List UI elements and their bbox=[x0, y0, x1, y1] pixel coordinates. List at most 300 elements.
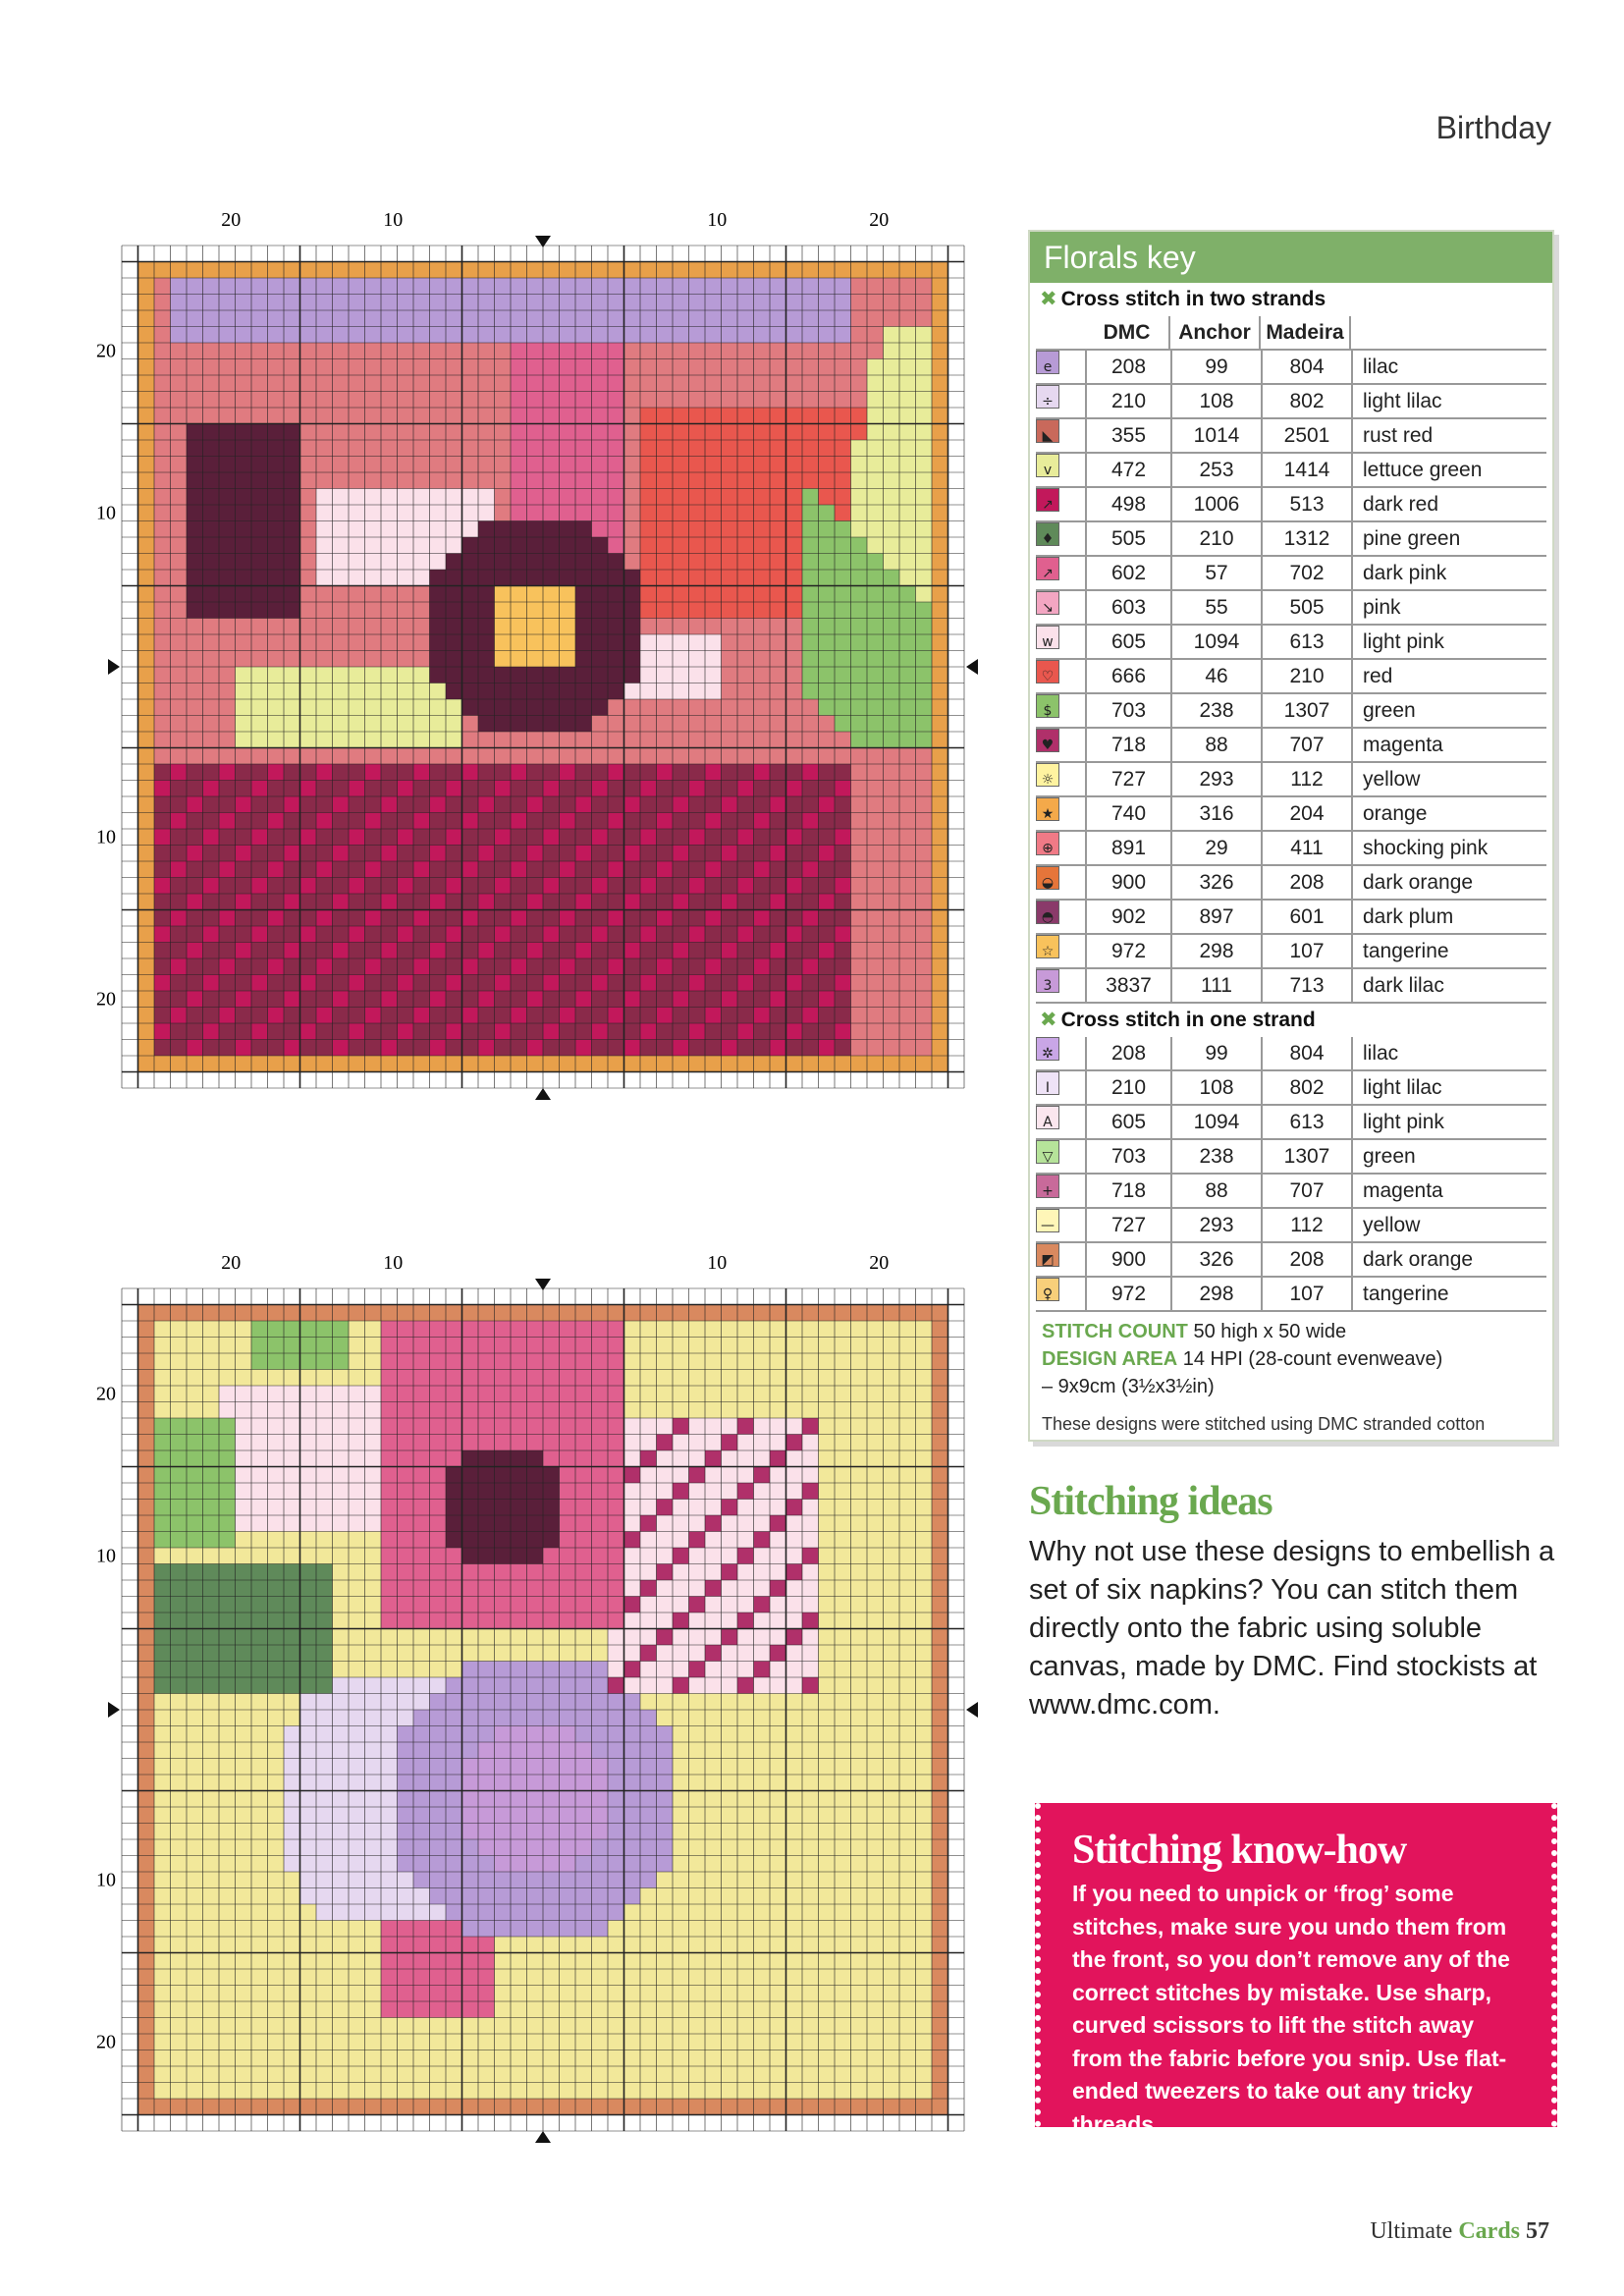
stitch-cell bbox=[575, 651, 592, 668]
stitch-cell bbox=[300, 1564, 317, 1581]
stitch-cell bbox=[737, 1710, 754, 1726]
stitch-cell bbox=[203, 1515, 220, 1532]
stitch-cell bbox=[737, 1435, 754, 1451]
stitch-cell bbox=[673, 1056, 689, 1072]
stitch-cell bbox=[786, 359, 803, 376]
stitch-cell bbox=[413, 2034, 430, 2050]
stitch-cell bbox=[300, 732, 317, 748]
stitch-cell bbox=[640, 1467, 657, 1484]
stitch-cell bbox=[560, 1986, 576, 2002]
stitch-cell bbox=[737, 1483, 754, 1500]
stitch-cell bbox=[171, 991, 188, 1008]
stitch-cell bbox=[381, 1023, 398, 1040]
stitch-cell bbox=[657, 781, 674, 797]
stitch-cell bbox=[899, 1483, 916, 1500]
stitch-cell bbox=[592, 796, 609, 813]
stitch-cell bbox=[575, 1450, 592, 1467]
stitch-cell bbox=[527, 392, 544, 409]
stitch-cell bbox=[511, 1677, 527, 1694]
stitch-cell bbox=[932, 910, 948, 927]
stitch-cell bbox=[138, 440, 155, 457]
stitch-cell bbox=[462, 1710, 479, 1726]
stitch-cell bbox=[899, 1969, 916, 1986]
stitch-cell bbox=[462, 861, 479, 878]
stitch-cell bbox=[899, 1645, 916, 1662]
stitch-cell bbox=[819, 440, 836, 457]
stitch-cell bbox=[365, 1008, 382, 1024]
stitch-cell bbox=[316, 796, 333, 813]
stitch-cell bbox=[187, 1321, 203, 1338]
stitch-cell bbox=[251, 1040, 268, 1057]
stitch-cell bbox=[316, 1402, 333, 1419]
stitch-cell bbox=[819, 2034, 836, 2050]
stitch-cell bbox=[300, 651, 317, 668]
stitch-cell bbox=[236, 489, 252, 506]
stitch-cell bbox=[300, 1677, 317, 1694]
stitch-cell bbox=[689, 1548, 706, 1564]
stitch-cell bbox=[754, 1056, 771, 1072]
stitch-cell bbox=[737, 1856, 754, 1873]
stitch-cell bbox=[737, 1872, 754, 1888]
stitch-cell bbox=[446, 1824, 462, 1840]
stitch-cell bbox=[657, 1056, 674, 1072]
stitch-cell bbox=[640, 1435, 657, 1451]
stitch-cell bbox=[705, 1677, 722, 1694]
stitch-cell bbox=[203, 1742, 220, 1759]
stitch-cell bbox=[624, 521, 641, 538]
stitch-cell bbox=[786, 343, 803, 359]
stitch-cell bbox=[430, 878, 447, 895]
stitch-cell bbox=[187, 375, 203, 392]
stitch-cell bbox=[802, 716, 819, 733]
stitch-cell bbox=[511, 1969, 527, 1986]
stitch-cell bbox=[851, 554, 868, 571]
stitch-cell bbox=[284, 489, 300, 506]
stitch-cell bbox=[413, 1807, 430, 1824]
stitch-cell bbox=[511, 554, 527, 571]
stitch-cell bbox=[560, 457, 576, 473]
stitch-cell bbox=[462, 1986, 479, 2002]
stitch-cell bbox=[689, 537, 706, 554]
stitch-cell bbox=[867, 457, 884, 473]
stitch-cell bbox=[316, 1353, 333, 1370]
stitch-cell bbox=[138, 781, 155, 797]
stitch-cell bbox=[575, 1613, 592, 1629]
stitch-cell bbox=[527, 1694, 544, 1711]
stitch-cell bbox=[349, 392, 365, 409]
stitch-cell bbox=[446, 1904, 462, 1921]
stitch-cell bbox=[608, 1008, 624, 1024]
stitch-cell bbox=[333, 1726, 350, 1743]
stitch-cell bbox=[884, 1450, 900, 1467]
stitch-cell bbox=[770, 1791, 786, 1808]
stitch-cell bbox=[511, 457, 527, 473]
stitch-cell bbox=[835, 943, 851, 959]
stitch-cell bbox=[154, 1532, 171, 1549]
stitch-cell bbox=[236, 310, 252, 327]
stitch-cell bbox=[640, 975, 657, 992]
stitch-cell bbox=[381, 1370, 398, 1387]
stitch-cell bbox=[899, 1904, 916, 1921]
stitch-cell bbox=[754, 1386, 771, 1402]
stitch-cell bbox=[624, 683, 641, 700]
stitch-cell bbox=[478, 1677, 495, 1694]
stitch-cell bbox=[413, 521, 430, 538]
stitch-cell bbox=[722, 1742, 738, 1759]
stitch-cell bbox=[527, 1662, 544, 1678]
stitch-cell bbox=[365, 262, 382, 279]
stitch-cell bbox=[608, 1775, 624, 1791]
stitch-cell bbox=[446, 1986, 462, 2002]
stitch-cell bbox=[592, 472, 609, 489]
stitch-cell bbox=[171, 1040, 188, 1057]
stitch-cell bbox=[398, 1500, 414, 1516]
stitch-cell bbox=[770, 991, 786, 1008]
stitch-cell bbox=[219, 943, 236, 959]
stitch-cell bbox=[495, 1904, 512, 1921]
stitch-cell bbox=[543, 2018, 560, 2035]
stitch-cell bbox=[608, 1953, 624, 1970]
stitch-cell bbox=[754, 472, 771, 489]
stitch-cell bbox=[737, 2050, 754, 2067]
stitch-cell bbox=[349, 1839, 365, 1856]
stitch-cell bbox=[640, 1008, 657, 1024]
stitch-cell bbox=[673, 1597, 689, 1613]
stitch-cell bbox=[624, 1759, 641, 1776]
stitch-cell bbox=[511, 343, 527, 359]
stitch-cell bbox=[899, 1023, 916, 1040]
stitch-cell bbox=[640, 1305, 657, 1322]
stitch-cell bbox=[592, 683, 609, 700]
stitch-cell bbox=[543, 634, 560, 651]
stitch-cell bbox=[835, 1500, 851, 1516]
stitch-cell bbox=[236, 1548, 252, 1564]
stitch-cell bbox=[365, 359, 382, 376]
stitch-cell bbox=[446, 440, 462, 457]
stitch-cell bbox=[333, 1597, 350, 1613]
stitch-cell bbox=[899, 359, 916, 376]
stitch-cell bbox=[592, 457, 609, 473]
stitch-cell bbox=[203, 2018, 220, 2035]
stitch-cell bbox=[802, 278, 819, 295]
stitch-cell bbox=[300, 1791, 317, 1808]
stitch-cell bbox=[737, 1515, 754, 1532]
stitch-cell bbox=[251, 1888, 268, 1905]
stitch-cell bbox=[300, 1921, 317, 1938]
stitch-cell bbox=[899, 1321, 916, 1338]
stitch-cell bbox=[673, 1969, 689, 1986]
stitch-cell bbox=[608, 472, 624, 489]
stitch-cell bbox=[705, 2001, 722, 2018]
stitch-cell bbox=[462, 1580, 479, 1597]
stitch-cell bbox=[884, 570, 900, 586]
axis-label: 10 bbox=[96, 502, 116, 524]
stitch-cell bbox=[786, 894, 803, 910]
stitch-cell bbox=[430, 2034, 447, 2050]
stitch-cell bbox=[349, 667, 365, 683]
stitch-cell bbox=[381, 586, 398, 603]
stitch-cell bbox=[381, 1515, 398, 1532]
stitch-cell bbox=[171, 489, 188, 506]
stitch-cell bbox=[171, 748, 188, 765]
stitch-cell bbox=[802, 327, 819, 344]
stitch-cell bbox=[495, 1872, 512, 1888]
stitch-cell bbox=[300, 375, 317, 392]
stitch-cell bbox=[365, 1450, 382, 1467]
stitch-cell bbox=[284, 943, 300, 959]
stitch-cell bbox=[478, 1629, 495, 1646]
stitch-cell bbox=[446, 829, 462, 846]
stitch-cell bbox=[851, 1532, 868, 1549]
stitch-cell bbox=[867, 1629, 884, 1646]
stitch-cell bbox=[657, 424, 674, 441]
stitch-cell bbox=[543, 926, 560, 943]
stitch-cell bbox=[219, 634, 236, 651]
stitch-cell bbox=[851, 262, 868, 279]
stitch-cell bbox=[624, 1791, 641, 1808]
stitch-cell bbox=[722, 1613, 738, 1629]
stitch-cell bbox=[203, 634, 220, 651]
stitch-cell bbox=[495, 1775, 512, 1791]
stitch-cell bbox=[527, 472, 544, 489]
stitch-cell bbox=[624, 2001, 641, 2018]
stitch-cell bbox=[511, 440, 527, 457]
stitch-cell bbox=[333, 1888, 350, 1905]
stitch-cell bbox=[754, 1500, 771, 1516]
stitch-cell bbox=[884, 1305, 900, 1322]
stitch-cell bbox=[575, 1807, 592, 1824]
stitch-cell bbox=[770, 457, 786, 473]
stitch-cell bbox=[560, 1040, 576, 1057]
stitch-cell bbox=[851, 375, 868, 392]
stitch-cell bbox=[268, 1807, 285, 1824]
stitch-cell bbox=[138, 1969, 155, 1986]
stitch-cell bbox=[560, 667, 576, 683]
stitch-cell bbox=[689, 1321, 706, 1338]
stitch-cell bbox=[511, 619, 527, 635]
stitch-cell bbox=[705, 295, 722, 311]
stitch-cell bbox=[722, 424, 738, 441]
stitch-cell bbox=[786, 1904, 803, 1921]
stitch-cell bbox=[673, 1040, 689, 1057]
stitch-cell bbox=[478, 1694, 495, 1711]
stitch-cell bbox=[495, 327, 512, 344]
stitch-cell bbox=[219, 861, 236, 878]
stitch-cell bbox=[786, 1386, 803, 1402]
stitch-cell bbox=[300, 440, 317, 457]
stitch-cell bbox=[203, 699, 220, 716]
stitch-cell bbox=[251, 1759, 268, 1776]
stitch-cell bbox=[430, 457, 447, 473]
stitch-cell bbox=[560, 2001, 576, 2018]
stitch-cell bbox=[365, 1986, 382, 2002]
stitch-cell bbox=[413, 1613, 430, 1629]
stitch-cell bbox=[705, 521, 722, 538]
stitch-cell bbox=[495, 1008, 512, 1024]
stitch-cell bbox=[219, 1338, 236, 1354]
stitch-cell bbox=[932, 1694, 948, 1711]
stitch-cell bbox=[770, 1564, 786, 1581]
stitch-cell bbox=[657, 1662, 674, 1678]
stitch-cell bbox=[884, 1694, 900, 1711]
stitch-cell bbox=[511, 1548, 527, 1564]
stitch-cell bbox=[802, 1969, 819, 1986]
stitch-cell bbox=[187, 1775, 203, 1791]
stitch-cell bbox=[219, 2018, 236, 2035]
stitch-cell bbox=[754, 716, 771, 733]
stitch-cell bbox=[932, 1742, 948, 1759]
stitch-cell bbox=[705, 846, 722, 862]
stitch-cell bbox=[543, 651, 560, 668]
stitch-cell bbox=[203, 1662, 220, 1678]
stitch-cell bbox=[187, 943, 203, 959]
stitch-cell bbox=[365, 1305, 382, 1322]
stitch-cell bbox=[527, 1321, 544, 1338]
stitch-cell bbox=[171, 602, 188, 619]
stitch-cell bbox=[916, 1467, 933, 1484]
stitch-cell bbox=[867, 1418, 884, 1435]
stitch-cell bbox=[381, 1629, 398, 1646]
stitch-cell bbox=[819, 1921, 836, 1938]
stitch-cell bbox=[236, 829, 252, 846]
stitch-cell bbox=[300, 586, 317, 603]
stitch-cell bbox=[819, 1435, 836, 1451]
stitch-cell bbox=[819, 878, 836, 895]
stitch-cell bbox=[560, 472, 576, 489]
stitch-cell bbox=[802, 1856, 819, 1873]
stitch-cell bbox=[802, 1370, 819, 1387]
stitch-cell bbox=[884, 359, 900, 376]
stitch-cell bbox=[284, 472, 300, 489]
stitch-cell bbox=[819, 1726, 836, 1743]
stitch-cell bbox=[268, 732, 285, 748]
stitch-cell bbox=[884, 829, 900, 846]
stitch-cell bbox=[624, 796, 641, 813]
stitch-cell bbox=[657, 878, 674, 895]
stitch-cell bbox=[575, 262, 592, 279]
stitch-cell bbox=[867, 878, 884, 895]
stitch-cell bbox=[722, 1921, 738, 1938]
stitch-cell bbox=[511, 375, 527, 392]
stitch-cell bbox=[413, 375, 430, 392]
stitch-cell bbox=[673, 1402, 689, 1419]
stitch-cell bbox=[236, 602, 252, 619]
stitch-cell bbox=[495, 457, 512, 473]
stitch-cell bbox=[462, 2018, 479, 2035]
stitch-cell bbox=[316, 813, 333, 830]
stitch-cell bbox=[851, 1338, 868, 1354]
stitch-cell bbox=[884, 1338, 900, 1354]
stitch-cell bbox=[835, 861, 851, 878]
stitch-cell bbox=[786, 1986, 803, 2002]
stitch-cell bbox=[187, 1515, 203, 1532]
stitch-cell bbox=[705, 1824, 722, 1840]
stitch-cell bbox=[154, 310, 171, 327]
stitch-cell bbox=[219, 262, 236, 279]
stitch-cell bbox=[916, 1807, 933, 1824]
stitch-cell bbox=[673, 991, 689, 1008]
stitch-cell bbox=[154, 1418, 171, 1435]
centre-arrow-bottom bbox=[535, 1088, 551, 1100]
stitch-cell bbox=[349, 1888, 365, 1905]
stitch-cell bbox=[527, 781, 544, 797]
stitch-cell bbox=[349, 1338, 365, 1354]
stitch-cell bbox=[219, 1370, 236, 1387]
stitch-cell bbox=[300, 537, 317, 554]
stitch-cell bbox=[884, 1418, 900, 1435]
stitch-cell bbox=[899, 262, 916, 279]
stitch-cell bbox=[899, 1726, 916, 1743]
stitch-cell bbox=[527, 926, 544, 943]
stitch-cell bbox=[592, 2050, 609, 2067]
stitch-cell bbox=[284, 1386, 300, 1402]
stitch-cell bbox=[398, 1338, 414, 1354]
stitch-cell bbox=[560, 1645, 576, 1662]
stitch-cell bbox=[511, 570, 527, 586]
stitch-cell bbox=[462, 634, 479, 651]
stitch-cell bbox=[884, 926, 900, 943]
stitch-cell bbox=[899, 894, 916, 910]
stitch-cell bbox=[316, 1321, 333, 1338]
stitch-cell bbox=[673, 1953, 689, 1970]
stitch-cell bbox=[932, 1710, 948, 1726]
stitch-cell bbox=[381, 748, 398, 765]
stitch-cell bbox=[673, 1839, 689, 1856]
stitch-cell bbox=[284, 602, 300, 619]
stitch-cell bbox=[575, 1597, 592, 1613]
stitch-cell bbox=[430, 1872, 447, 1888]
stitch-cell bbox=[171, 829, 188, 846]
stitch-cell bbox=[413, 586, 430, 603]
stitch-cell bbox=[705, 1040, 722, 1057]
stitch-cell bbox=[300, 1856, 317, 1873]
stitch-cell bbox=[187, 392, 203, 409]
stitch-cell bbox=[786, 1791, 803, 1808]
stitch-cell bbox=[398, 1515, 414, 1532]
stitch-cell bbox=[495, 1450, 512, 1467]
stitch-cell bbox=[624, 764, 641, 781]
stitch-cell bbox=[349, 489, 365, 506]
stitch-cell bbox=[413, 1953, 430, 1970]
stitch-cell bbox=[916, 1839, 933, 1856]
stitch-cell bbox=[527, 716, 544, 733]
stitch-cell bbox=[268, 1742, 285, 1759]
stitch-cell bbox=[737, 1662, 754, 1678]
stitch-cell bbox=[430, 1677, 447, 1694]
stitch-cell bbox=[608, 1969, 624, 1986]
stitch-cell bbox=[236, 1386, 252, 1402]
stitch-cell bbox=[316, 1921, 333, 1938]
stitch-cell bbox=[333, 1791, 350, 1808]
stitch-cell bbox=[187, 1856, 203, 1873]
stitch-cell bbox=[608, 1500, 624, 1516]
stitch-cell bbox=[673, 1613, 689, 1629]
stitch-cell bbox=[657, 748, 674, 765]
stitch-cell bbox=[219, 295, 236, 311]
stitch-cell bbox=[575, 440, 592, 457]
stitch-cell bbox=[689, 1532, 706, 1549]
stitch-cell bbox=[333, 1008, 350, 1024]
stitch-cell bbox=[495, 343, 512, 359]
stitch-cell bbox=[673, 537, 689, 554]
stitch-cell bbox=[398, 1450, 414, 1467]
stitch-cell bbox=[835, 1548, 851, 1564]
stitch-cell bbox=[154, 1597, 171, 1613]
stitch-cell bbox=[560, 392, 576, 409]
stitch-cell bbox=[673, 1532, 689, 1549]
stitch-cell bbox=[802, 1532, 819, 1549]
stitch-cell bbox=[592, 1677, 609, 1694]
